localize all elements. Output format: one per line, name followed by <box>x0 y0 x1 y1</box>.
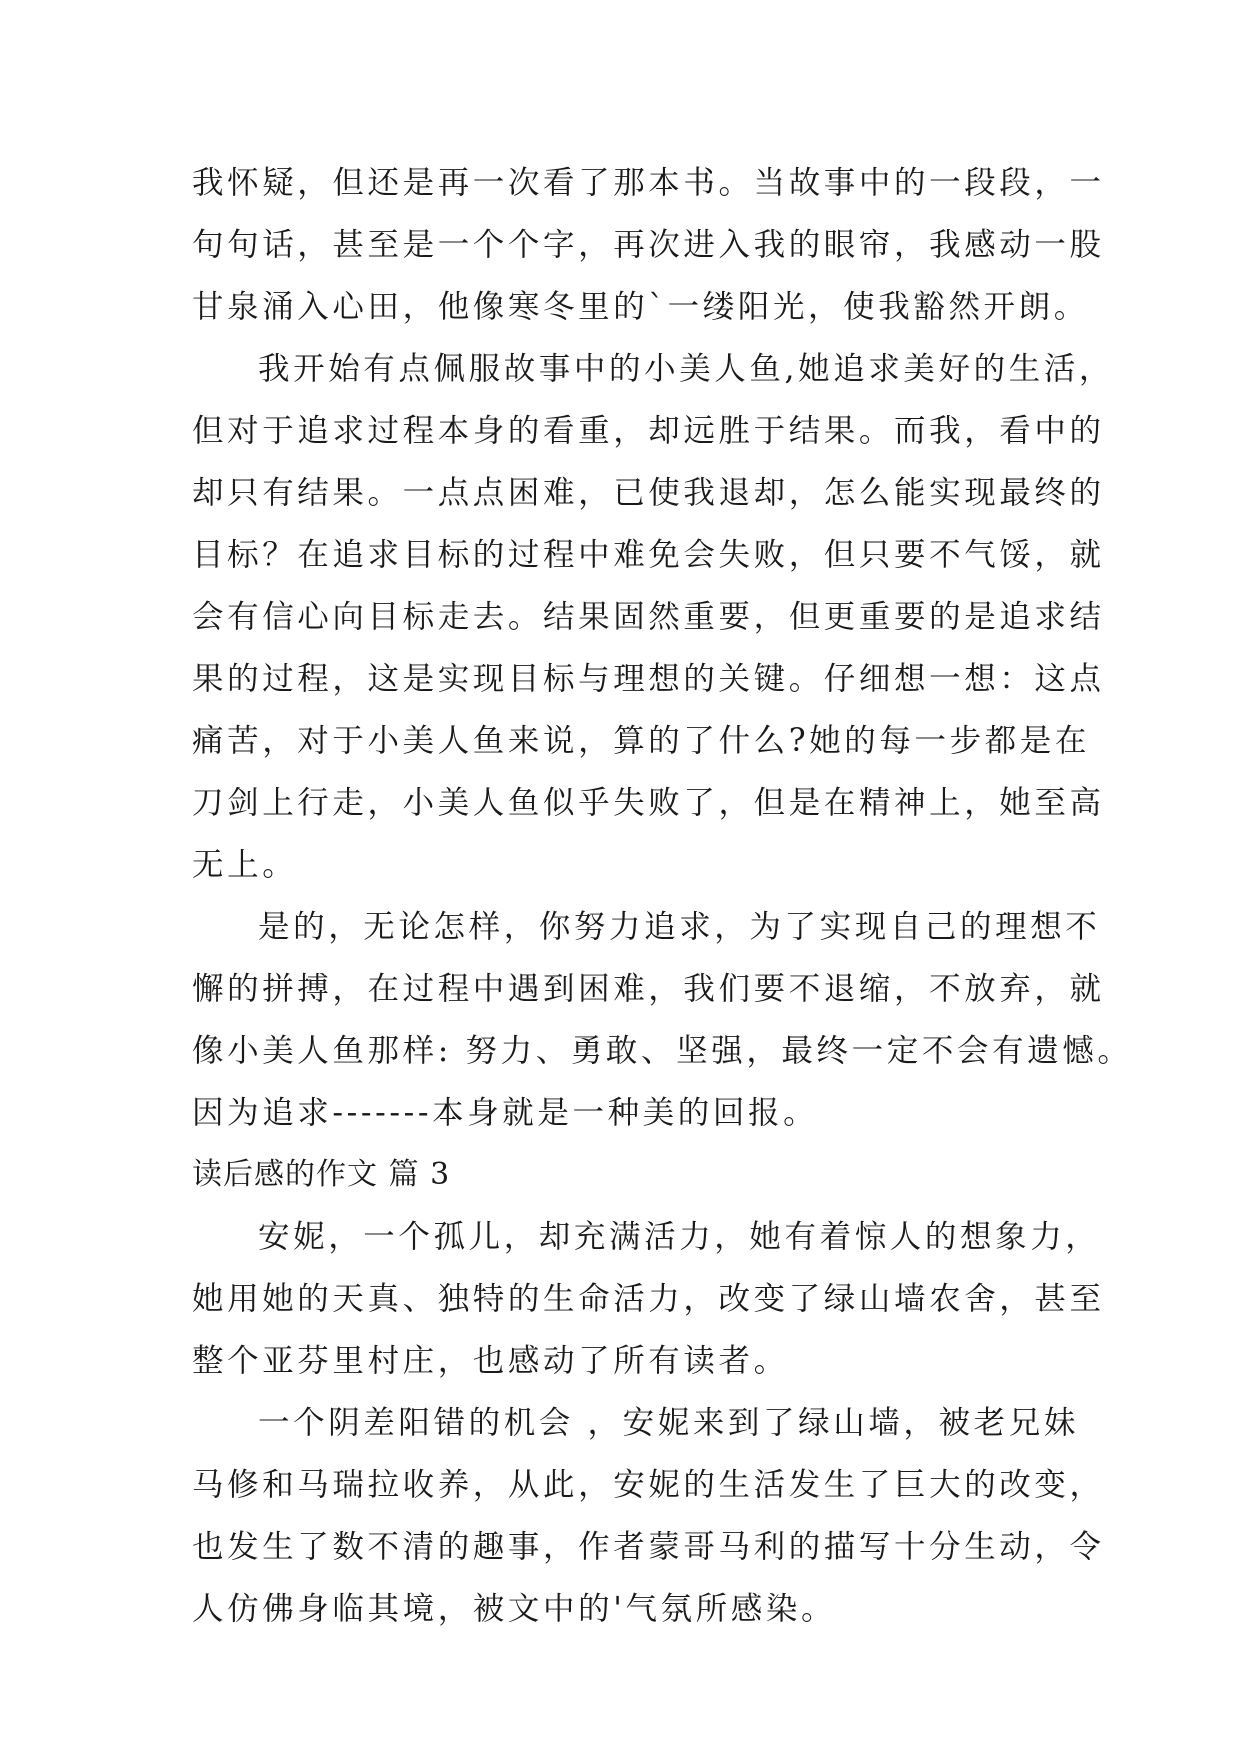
heading-line: 读后感的作文 篇 3 <box>192 1157 451 1192</box>
text-line: 我开始有点佩服故事中的小美人鱼,她追求美好的生活， <box>258 351 1115 387</box>
text-line: 果的过程，这是实现目标与理想的关键。仔细想一想：这点 <box>192 661 1105 697</box>
document-body <box>192 152 1133 1640</box>
text-line: 但对于追求过程本身的看重，却远胜于结果。而我，看中的 <box>192 413 1105 449</box>
text-line: 是的，无论怎样，你努力追求，为了实现自己的理想不 <box>258 909 1101 945</box>
paragraph <box>192 152 1105 338</box>
text-line: 甘泉涌入心田，他像寒冬里的`一缕阳光，使我豁然开朗。 <box>192 289 1089 325</box>
section-heading <box>192 1144 1052 1206</box>
text-line: 痛苦，对于小美人鱼来说，算的了什么?她的每一步都是在 <box>192 723 1090 759</box>
text-line: 懈的拼搏，在过程中遇到困难，我们要不退缩，不放弃，就 <box>192 971 1105 1007</box>
text-line: 马修和马瑞拉收养，从此，安妮的生活发生了巨大的改变， <box>192 1467 1105 1503</box>
text-line: 无上。 <box>192 847 298 883</box>
paragraph <box>192 1206 1105 1392</box>
text-line: 像小美人鱼那样: 努力、勇敢、坚强，最终一定不会有遗憾。 <box>192 1033 1133 1069</box>
text-line: 句句话，甚至是一个个字，再次进入我的眼帘，我感动一股 <box>192 227 1105 263</box>
text-line: 我怀疑，但还是再一次看了那本书。当故事中的一段段，一 <box>192 165 1105 201</box>
text-line: 因为追求-------本身就是一种美的回报。 <box>192 1095 819 1131</box>
paragraph <box>192 1392 1105 1640</box>
text-line: 一个阴差阳错的机会 ，安妮来到了绿山墙，被老兄妹 <box>258 1405 1079 1441</box>
text-line: 却只有结果。一点点困难，已使我退却，怎么能实现最终的 <box>192 475 1105 511</box>
paragraph <box>192 338 1115 896</box>
text-line: 目标？在追求目标的过程中难免会失败，但只要不气馁，就 <box>192 537 1105 573</box>
text-line: 人仿佛身临其境，被文中的'气氛所感染。 <box>192 1591 837 1627</box>
text-line: 安妮，一个孤儿，却充满活力，她有着惊人的想象力， <box>258 1219 1101 1255</box>
text-line: 会有信心向目标走去。结果固然重要，但更重要的是追求结 <box>192 599 1105 635</box>
text-line: 她用她的天真、独特的生命活力，改变了绿山墙农舍，甚至 <box>192 1281 1105 1317</box>
text-line: 刀剑上行走，小美人鱼似乎失败了，但是在精神上，她至高 <box>192 785 1105 821</box>
paragraph <box>192 896 1133 1144</box>
text-line: 整个亚芬里村庄，也感动了所有读者。 <box>192 1343 789 1379</box>
text-line: 也发生了数不清的趣事，作者蒙哥马利的描写十分生动，令 <box>192 1529 1105 1565</box>
